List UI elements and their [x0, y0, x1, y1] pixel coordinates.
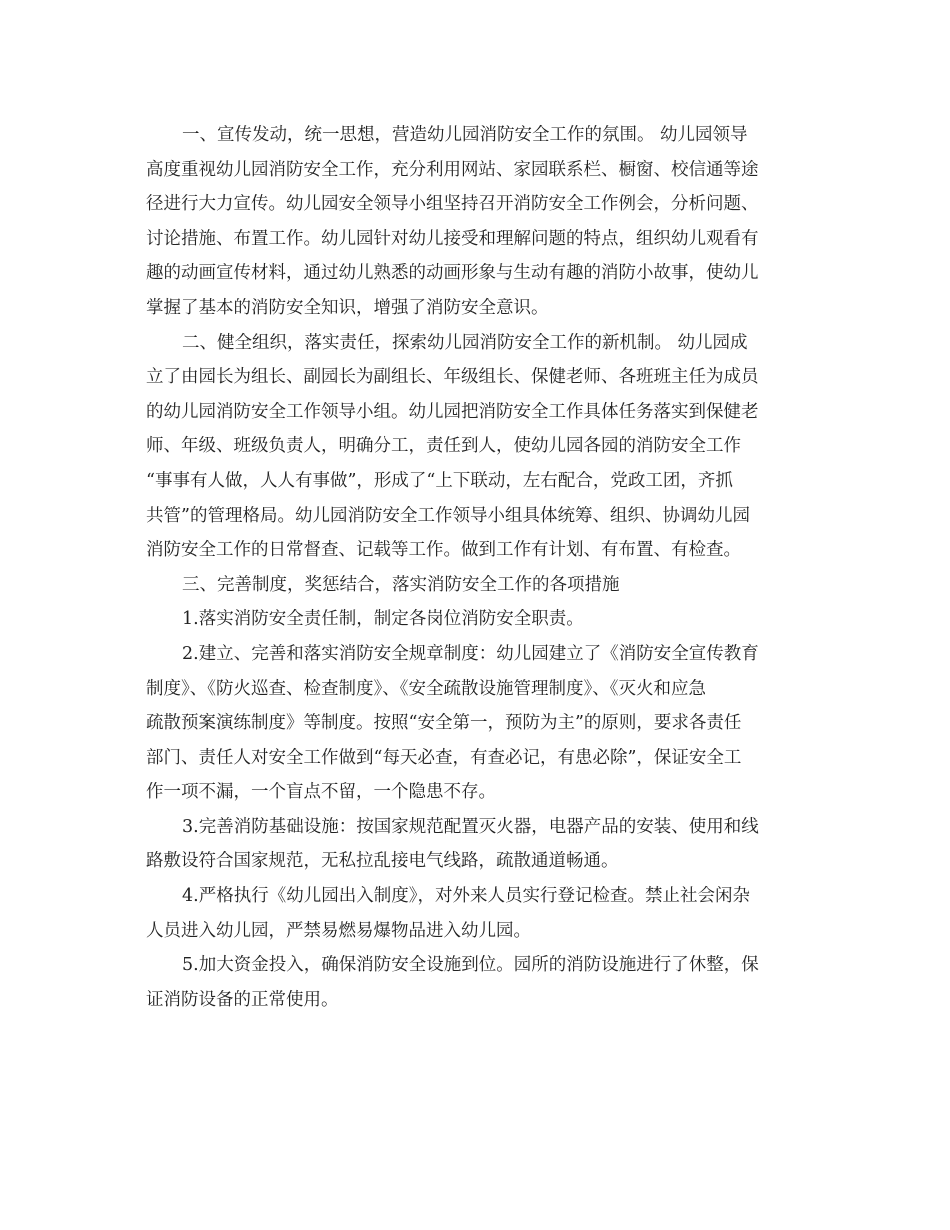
text-line: 讨论措施、布置工作。幼儿园针对幼儿接受和理解问题的特点，组织幼儿观看有 — [146, 228, 759, 249]
text-line: 立了由园长为组长、副园长为副组长、年级组长、保健老师、各班班主任为成员 — [146, 367, 759, 388]
text-line: 证消防设备的正常使用。 — [146, 989, 339, 1010]
text-line: 高度重视幼儿园消防安全工作，充分利用网站、家园联系栏、橱窗、校信通等途 — [146, 159, 759, 180]
text-line: 部门、责任人对安全工作做到“每天必查，有查必记，有患必除”，保证安全工 — [146, 747, 742, 768]
text-line: 消防安全工作的日常督查、记载等工作。做到工作有计划、有布置、有检查。 — [146, 540, 741, 561]
text-line: 趣的动画宣传材料，通过幼儿熟悉的动画形象与生动有趣的消防小故事，使幼儿 — [146, 263, 759, 284]
text-line: “事事有人做，人人有事做”，形成了“上下联动，左右配合，党政工团，齐抓 — [146, 470, 733, 491]
text-line: 制度》、《防火巡查、检查制度》、《安全疏散设施管理制度》、《灭火和应急 — [146, 678, 706, 699]
text-line: 5.加大资金投入，确保消防安全设施到位。园所的消防设施进行了休整，保 — [182, 955, 759, 976]
text-line: 3.完善消防基础设施：按国家规范配置灭火器，电器产品的安装、使用和线 — [182, 816, 759, 837]
text-line: 人员进入幼儿园，严禁易燃易爆物品进入幼儿园。 — [146, 920, 531, 941]
text-line: 径进行大力宣传。幼儿园安全领导小组坚持召开消防安全工作例会，分析问题、 — [146, 194, 759, 215]
text-line: 2.建立、完善和落实消防安全规章制度：幼儿园建立了《消防安全宣传教育 — [182, 643, 759, 664]
text-line: 路敷设符合国家规范，无私拉乱接电气线路，疏散通道畅通。 — [146, 851, 619, 872]
text-line: 掌握了基本的消防安全知识，增强了消防安全意识。 — [146, 297, 549, 318]
text-line: 的幼儿园消防安全工作领导小组。幼儿园把消防安全工作具体任务落实到保健老 — [146, 401, 759, 422]
text-line: 疏散预案演练制度》等制度。按照“安全第一，预防为主”的原则，要求各责任 — [146, 713, 742, 734]
text-line: 共管”的管理格局。幼儿园消防安全工作领导小组具体统筹、组织、协调幼儿园 — [146, 505, 750, 526]
text-line: 1.落实消防安全责任制，制定各岗位消防安全职责。 — [182, 609, 584, 630]
text-line: 作一项不漏，一个盲点不留，一个隐患不存。 — [146, 782, 496, 803]
document-body — [146, 118, 806, 1017]
text-line: 三、完善制度，奖惩结合，落实消防安全工作的各项措施 — [182, 574, 620, 595]
text-line: 4.严格执行《幼儿园出入制度》，对外来人员实行登记检查。禁止社会闲杂 — [182, 886, 750, 907]
text-line: 二、健全组织，落实责任，探索幼儿园消防安全工作的新机制。 幼儿园成 — [182, 332, 748, 353]
text-line: 一、宣传发动，统一思想，营造幼儿园消防安全工作的氛围。 幼儿园领导 — [182, 125, 748, 145]
text-line: 师、年级、班级负责人，明确分工，责任到人，使幼儿园各园的消防安全工作 — [146, 436, 741, 457]
